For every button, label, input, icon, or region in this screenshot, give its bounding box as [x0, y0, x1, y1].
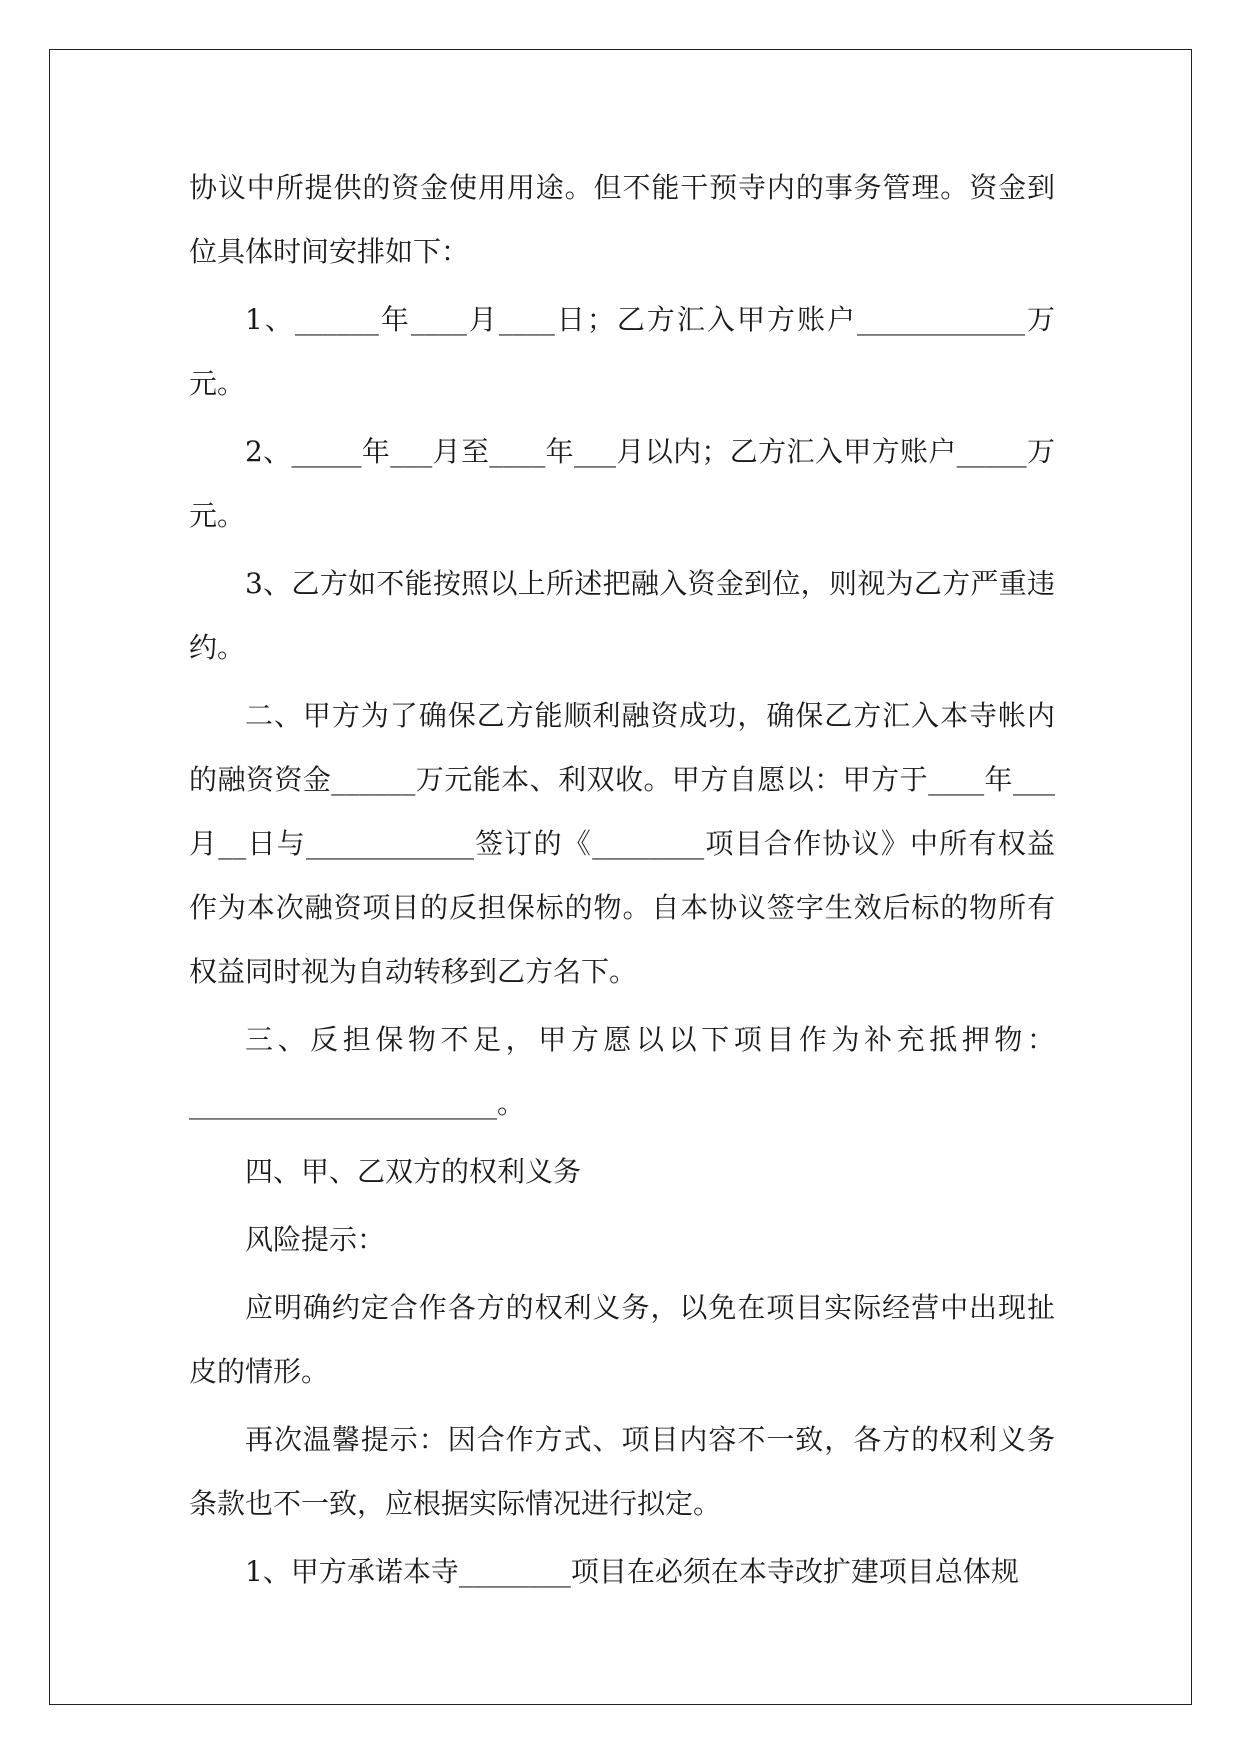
paragraph-fund-usage: 协议中所提供的资金使用用途。但不能干预寺内的事务管理。资金到位具体时间安排如下：	[189, 171, 1055, 268]
paragraph-section-3: 三、反担保物不足，甲方愿以以下项目作为补充抵押物：______________________。	[189, 1023, 1055, 1120]
document-body	[189, 156, 1055, 1608]
paragraph-section-2: 二、甲方为了确保乙方能顺利融资成功，确保乙方汇入本寺帐内的融资资金______万元能本、利双收。甲方自愿以：甲方于____年___月__日与____________签订的《________项目合作协议》中所有权益作为本次融资项目的反担保标的物。自本协议签字生效后标的物所有权益同时视为自动转移到乙方名下。	[189, 699, 1055, 988]
heading-section-4: 四、甲、乙双方的权利义务	[245, 1155, 582, 1188]
paragraph-schedule-1: 1、______年____月____日；乙方汇入甲方账户____________万元。	[189, 303, 1055, 400]
paragraph-party-a-commitment: 1、甲方承诺本寺________项目在必须在本寺改扩建项目总体规	[245, 1555, 1019, 1588]
paragraph-schedule-3: 3、乙方如不能按照以上所述把融入资金到位，则视为乙方严重违约。	[189, 567, 1055, 664]
paragraph-schedule-2: 2、_____年___月至____年___月以内；乙方汇入甲方账户_____万元。	[189, 435, 1055, 532]
reminder-text: 再次温馨提示：因合作方式、项目内容不一致，各方的权利义务条款也不一致，应根据实际情况进行拟定。	[189, 1423, 1055, 1520]
risk-notice-label: 风险提示：	[245, 1223, 386, 1256]
risk-notice-text: 应明确约定合作各方的权利义务，以免在项目实际经营中出现扯皮的情形。	[189, 1291, 1055, 1388]
